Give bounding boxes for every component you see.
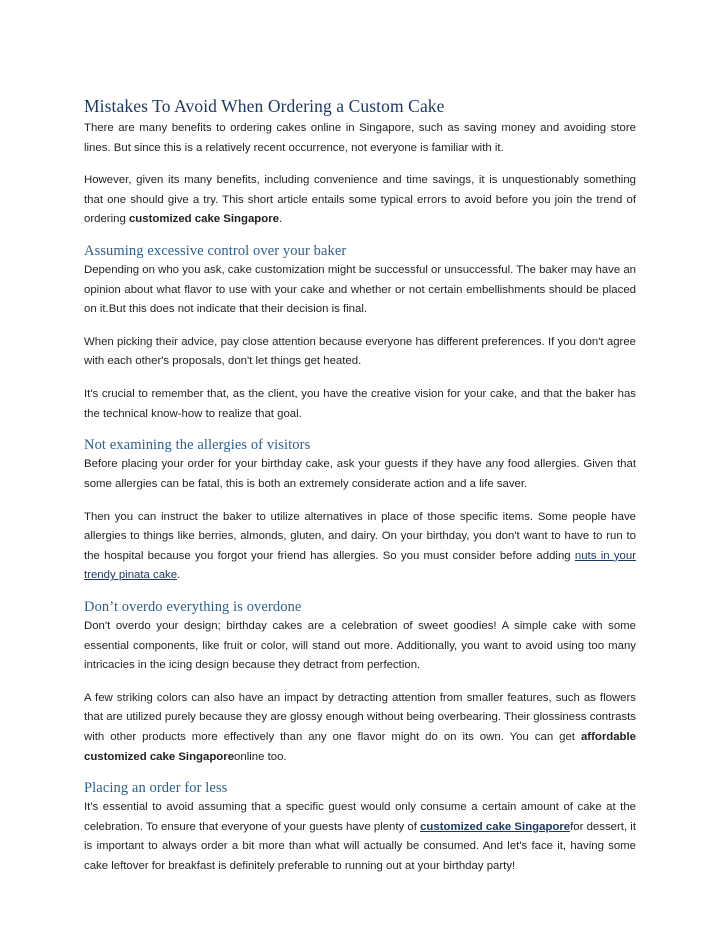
section-1-paragraph-2: When picking their advice, pay close attention because everyone has different preferences. If you don't agree with each other's proposals, don't let things get heated. [84, 335, 636, 368]
intro-bold-term: customized cake Singapore [128, 213, 279, 226]
section-heading-2: Not examining the allergies of visitors [84, 437, 311, 454]
section-3-bold-term: affordable customized cake Singapore [84, 731, 636, 763]
section-1-paragraph-1: Depending on who you ask, cake customization might be successful or unsuccessful. The baker may have an opinion about what flavor to use with your cake and whether or not certain embellishments should be placed on it.But this does not indicate that their decision is final. [84, 264, 636, 316]
section-4-paragraph-1-after: for dessert, it is important to always order a bit more than what will actually be consumed. And let's face it, having some cake leftover for breakfast is definitely preferable to running out at your birthday party! [84, 820, 636, 873]
page-title: Mistakes To Avoid When Ordering a Custom Cake [84, 96, 445, 116]
section-2-paragraph-2 [84, 508, 636, 586]
section-heading-1: Assuming excessive control over your baker [84, 243, 347, 260]
section-heading-4: Placing an order for less [84, 780, 228, 797]
section-2-paragraph-1: Before placing your order for your birthday cake, ask your guests if they have any food allergies. Given that some allergies can be fatal, this is both an extremely considerate action and a life saver. [84, 458, 636, 490]
section-assuming-control [84, 243, 636, 424]
link-customized-cake-singapore[interactable]: customized cake Singapore [420, 820, 571, 833]
document-content [84, 96, 636, 890]
intro-paragraph-1: There are many benefits to ordering cakes online in Singapore, such as saving money and avoiding store lines. But since this is a relatively recent occurrence, not everyone is familiar with it. [84, 122, 636, 154]
section-4-paragraph-1-before: It's essential to avoid assuming that a specific guest would only consume a certain amount of cake at the celebration. To ensure that everyone of your guests have plenty of [84, 801, 636, 833]
section-dont-overdo [84, 599, 636, 767]
section-3-paragraph-2-before: A few striking colors can also have an impact by detracting attention from smaller features, such as flowers that are utilized purely because they are glossy enough without being overbearing. Their glossiness contrasts with other products more effectively than any one flavor might do on its own. You can get [84, 691, 636, 744]
intro-paragraph-2-text: However, given its many benefits, including convenience and time savings, it is unquestionably something that one should give a try. This short article entails some typical errors to avoid before you join the trend of ordering [84, 174, 636, 226]
section-3-paragraph-2 [84, 689, 636, 767]
section-2-paragraph-2-after: . [177, 569, 181, 582]
intro-paragraph-2 [84, 171, 636, 230]
section-3-paragraph-2-after: online too. [234, 750, 287, 763]
intro-tail: . [279, 213, 283, 226]
section-2-paragraph-2-before: Then you can instruct the baker to utilize alternatives in place of those specific items. Some people have allergies to things like berries, almonds, gluten, and dairy. On your birthday, you don't want to have to run to the hospital because you forgot your friend has allergies. So you must consider before adding [84, 510, 636, 562]
section-allergies [84, 437, 636, 586]
section-3-paragraph-1: Don't overdo your design; birthday cakes are a celebration of sweet goodies! A simple cake with some essential components, like fruit or color, will stand out more. Additionally, you want to avoid using too many intricacies in the icing design because they detract from perfection. [84, 619, 636, 672]
section-placing-order [84, 780, 636, 876]
section-heading-3: Don’t overdo everything is overdone [84, 598, 302, 615]
section-1-paragraph-3: It's crucial to remember that, as the client, you have the creative vision for your cake, and that the baker has the technical know-how to realize that goal. [84, 388, 636, 420]
link-nuts-pinata-cake[interactable]: nuts in your trendy pinata cake [84, 549, 636, 582]
section-4-paragraph-1 [84, 798, 636, 876]
